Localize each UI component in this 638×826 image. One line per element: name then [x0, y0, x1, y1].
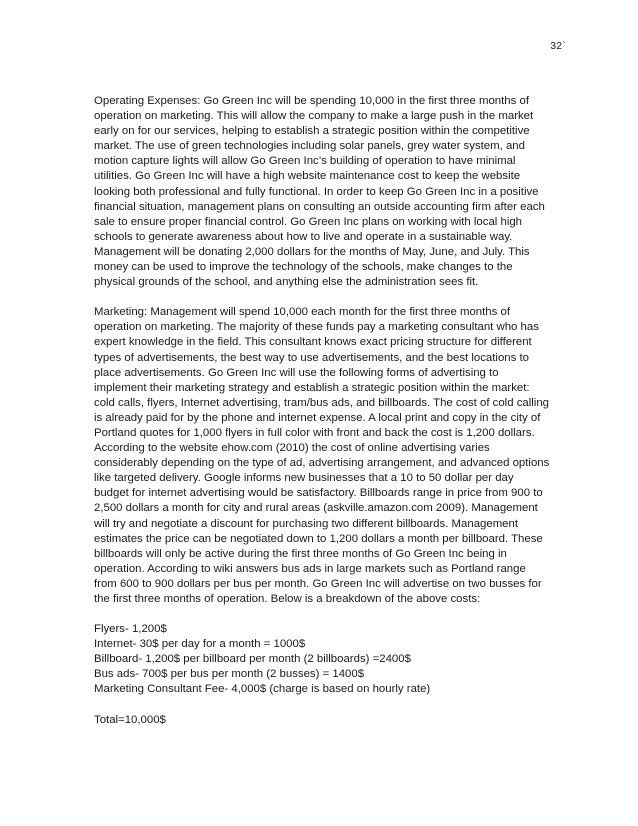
cost-breakdown-list: [94, 622, 550, 697]
cost-item-flyers: Flyers- 1,200$: [94, 623, 167, 636]
page-number: 32`: [550, 40, 566, 52]
total-line: Total=10,000$: [94, 713, 166, 726]
paragraph-gap: [94, 290, 550, 305]
paragraph-gap: [94, 698, 550, 713]
cost-item-billboard: Billboard- 1,200$ per billboard per month (2 billboards) =2400$: [94, 653, 411, 666]
operating-expenses-paragraph: Operating Expenses: Go Green Inc will be spending 10,000 in the first three months of operation on marketing. This will allow the company to make a large push in the market early on for our services, helping to establish a strategic position within the competitive market. The use of green technologies including solar panels, grey water system, and motion capture lights will allow Go Green Inc’s building of operation to have minimal utilities. Go Green Inc will have a high website maintenance cost to keep the website looking both professional and fully functional. In order to keep Go Green Inc in a positive financial situation, management plans on consulting an outside accounting firm after each sale to ensure proper financial control. Go Green Inc plans on working with local high schools to generate awareness about how to live and operate in a sustainable way. Management will be donating 2,000 dollars for the months of May, June, and July. This money can be used to improve the technology of the schools, make changes to the physical grounds of the school, and anything else the administration sees fit.: [94, 95, 545, 289]
paragraph-gap: [94, 607, 550, 622]
cost-item-internet: Internet- 30$ per day for a month = 1000$: [94, 638, 306, 651]
cost-item-consultant-fee: Marketing Consultant Fee- 4,000$ (charge is based on hourly rate): [94, 683, 431, 696]
cost-item-bus-ads: Bus ads- 700$ per bus per month (2 busses) = 1400$: [94, 668, 365, 681]
marketing-paragraph: Marketing: Management will spend 10,000 each month for the first three months of operation on marketing. The majority of these funds pay a marketing consultant who has expert knowledge in the field. This consultant knows exact pricing structure for different types of advertisements, the best way to use advertisements, and the best locations to place advertisements. Go Green Inc will use the following forms of advertising to implement their marketing strategy and establish a strategic position within the market: cold calls, flyers, Internet advertising, tram/bus ads, and billboards. The cost of cold calling is already paid for by the phone and internet expense. A local print and copy in the city of Portland quotes for 1,000 flyers in full color with front and back the cost is 1,200 dollars. According to the website ehow.com (2010) the cost of online advertising varies considerably depending on the type of ad, advertising arrangement, and advanced options like targeted delivery. Google informs new businesses that a 10 to 50 dollar per day budget for internet advertising would be satisfactory. Billboards range in price from 900 to 2,500 dollars a month for city and rural areas (askville.amazon.com 2009). Management will try and negotiate a discount for purchasing two different billboards. Management estimates the price can be negotiated down to 1,200 dollars a month per billboard. These billboards will only be active during the first three months of Go Green Inc being in operation. According to wiki answers bus ads in large markets such as Portland range from 600 to 900 dollars per bus per month. Go Green Inc will advertise on two busses for the first three months of operation. Below is a breakdown of the above costs:: [94, 306, 550, 605]
document-body: [94, 94, 550, 728]
